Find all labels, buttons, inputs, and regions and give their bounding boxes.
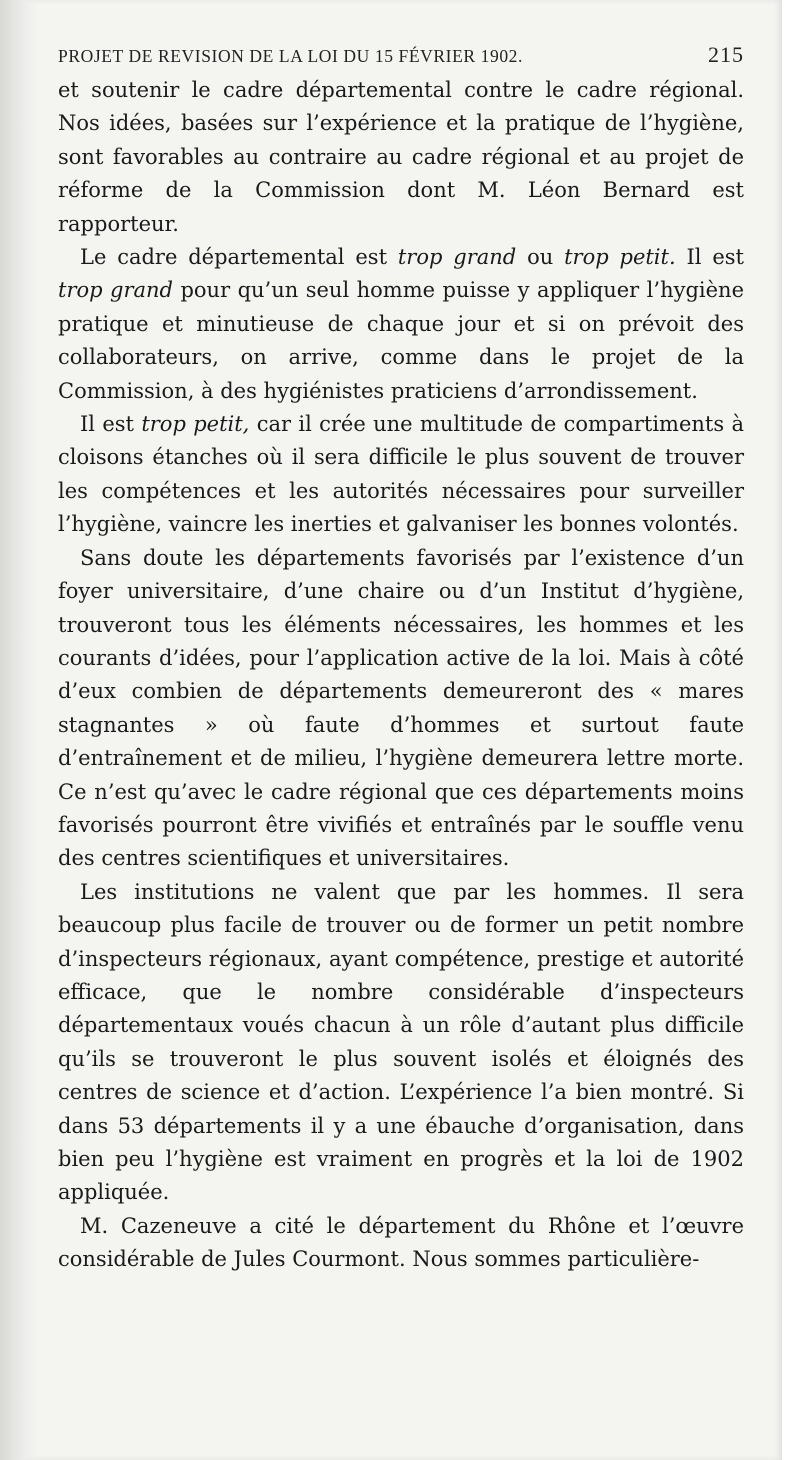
paragraph-5 [58,876,744,1210]
paragraph-text: et soutenir le cadre départemental contre le cadre régional. Nos idées, basées sur l’expérience et la pratique de l’hygiène, sont favorables au contraire au cadre régional et au projet de réforme de la Commission dont M. Léon Bernard est rapporteur. [58,78,744,236]
paragraph-text: Il est [80,412,142,437]
paragraph-text: ou [516,245,565,270]
italic-phrase: trop grand [397,245,517,270]
italic-phrase: trop petit, [141,412,250,437]
running-head-title: PROJET DE REVISION DE LA LOI DU 15 FÉVRIER 1902. [58,46,524,66]
page-number: 215 [708,42,744,67]
paragraph-text: pour qu’un seul homme puisse y appliquer l’hygiène pratique et minutieuse de chaque jour et si on prévoit des collaborateurs, on arrive, comme dans le projet de la Commission, à des hygiénistes praticiens d’arrondissement. [58,278,744,403]
paragraph-4 [58,542,744,876]
italic-phrase: trop petit. [564,245,676,270]
italic-phrase: trop grand [58,278,173,303]
body-text [58,74,744,1277]
paragraph-text: car il crée une multitude de compartiments à cloisons étanches où il sera difficile le plus souvent de trouver les compétences et les autorités nécessaires pour surveiller l’hygiène, vaincre les inerties et galvaniser les bonnes volontés. [58,412,744,537]
paragraph-3 [58,408,744,542]
paragraph-text: Les institutions ne valent que par les hommes. Il sera beaucoup plus facile de trouver ou de former un petit nombre d’inspecteurs régionaux, ayant compétence, prestige et autorité efficace, que le nombre considérable d’inspecteurs départementaux voués chacun à un rôle d’autant plus difficile qu’ils se trouveront le plus souvent isolés et éloignés des centres de science et d’action. L’expérience l’a bien montré. Si dans 53 départements il y a une ébauche d’organisation, dans bien peu l’hygiène est vraiment en progrès et la loi de 1902 appliquée. [58,879,744,1205]
paragraph-text: Sans doute les départements favorisés par l’existence d’un foyer universitaire, d’une chaire ou d’un Institut d’hygiène, trouveront tous les éléments nécessaires, les hommes et les courants d’idées, pour l’application active de la loi. Mais à côté d’eux combien de départements demeureront des « mares stagnantes » où faute d’hommes et surtout faute d’entraînement et de milieu, l’hygiène demeurera lettre morte. Ce n’est qu’avec le cadre régional que ces départements moins favorisés pourront être vivifiés et entraînés par le souffle venu des centres scientifiques et universitaires. [58,545,744,871]
paragraph-1 [58,74,744,241]
running-head [58,40,744,74]
paragraph-text: Le cadre départemental est [80,245,398,270]
page-gutter-shadow [0,0,38,1460]
paragraph-text: Il est [675,245,744,270]
paragraph-text: M. Cazeneuve a cité le département du Rhône et l’œuvre considérable de Jules Courmont. Nous sommes particulière- [58,1213,744,1272]
book-page [58,40,744,1277]
paragraph-2 [58,241,744,408]
paragraph-6 [58,1210,744,1277]
